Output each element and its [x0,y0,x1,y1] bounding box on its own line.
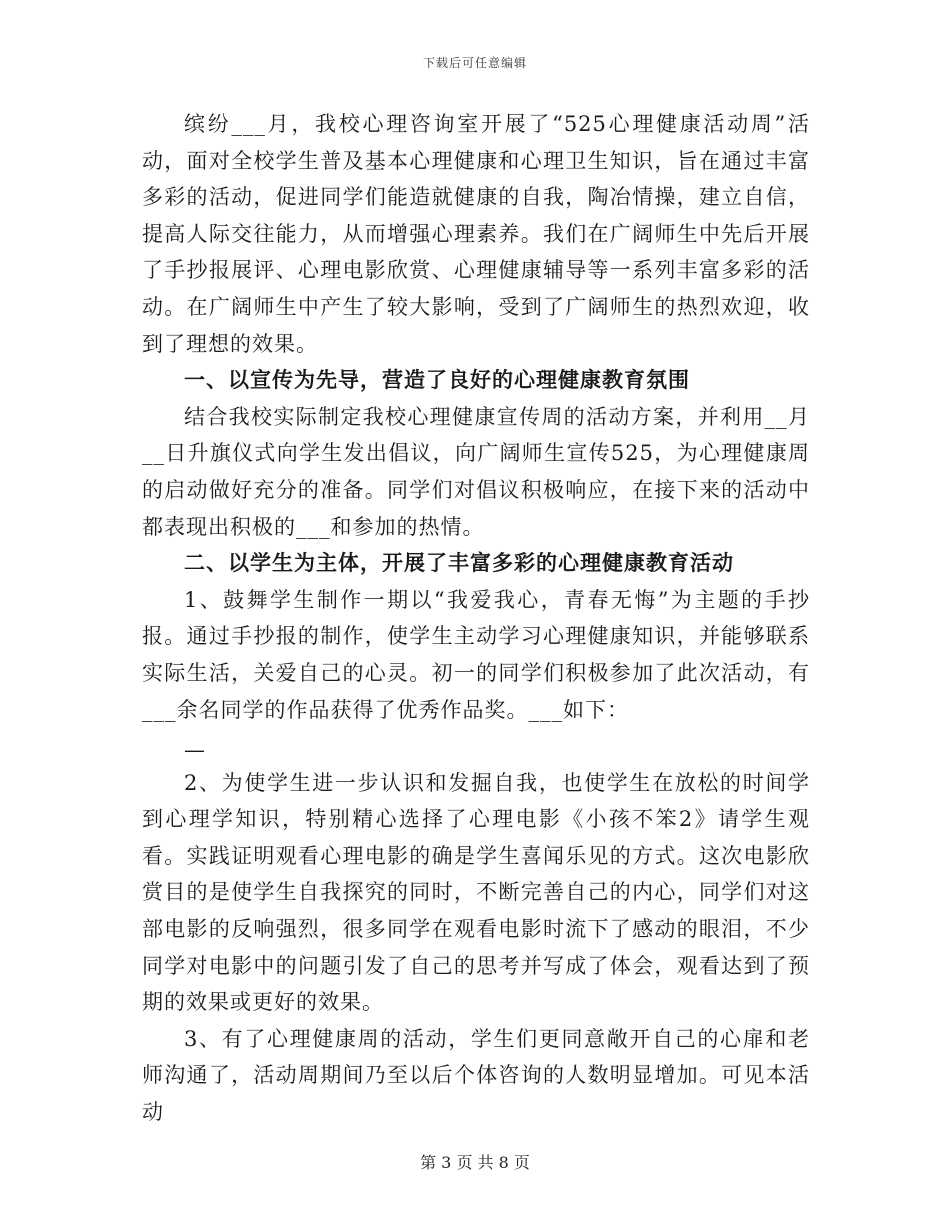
item-1-paragraph: 1、鼓舞学生制作一期以“我爱我心，青春无悔”为主题的手抄报。通过手抄报的制作，使学生主动学习心理健康知识，并能够联系实际生活，关爱自己的心灵。初一的同学们积极参加了此次活动，有___余名同学的作品获得了优秀作品奖。___如下： [142,587,810,722]
dash-line: — [184,738,206,763]
document-body [142,106,810,1131]
section-1-paragraph: 结合我校实际制定我校心理健康宣传周的活动方案，并利用__月__日升旗仪式向学生发出倡议，向广阔师生宣传525，为心理健康周的启动做好充分的准备。同学们对倡议积极响应，在接下来的活动中都表现出积极的___和参加的热情。 [142,404,810,539]
item-2-paragraph: 2、为使学生进一步认识和发掘自我，也使学生在放松的时间学到心理学知识，特别精心选择了心理电影《小孩不笨2》请学生观看。实践证明观看心理电影的确是学生喜闻乐见的方式。这次电影欣赏目的是使学生自我探究的同时，不断完善自己的内心，同学们对这部电影的反响强烈，很多同学在观看电影时流下了感动的眼泪，不少同学对电影中的问题引发了自己的思考并写成了体会，观看达到了预期的效果或更好的效果。 [142,770,810,1015]
item-3-paragraph: 3、有了心理健康周的活动，学生们更同意敞开自己的心扉和老师沟通了，活动周期间乃至以后个体咨询的人数明显增加。可见本活动 [142,1026,810,1125]
page-header: 下载后可任意编辑 [422,56,527,70]
intro-paragraph: 缤纷___月，我校心理咨询室开展了“525心理健康活动周”活动，面对全校学生普及基本心理健康和心理卫生知识，旨在通过丰富多彩的活动，促进同学们能造就健康的自我，陶冶情操，建立自信，提高人际交往能力，从而增强心理素养。我们在广阔师生中先后开展了手抄报展评、心理电影欣赏、心理健康辅导等一系列丰富多彩的活动。在广阔师生中产生了较大影响，受到了广阔师生的热烈欢迎，收到了理想的效果。 [142,112,810,356]
section-1-heading: 一、以宣传为先导，营造了良好的心理健康教育氛围 [184,367,690,393]
section-2-heading: 二、以学生为主体，开展了丰富多彩的心理健康教育活动 [184,550,734,576]
page-number: 第 3 页 共 8 页 [420,1153,530,1172]
